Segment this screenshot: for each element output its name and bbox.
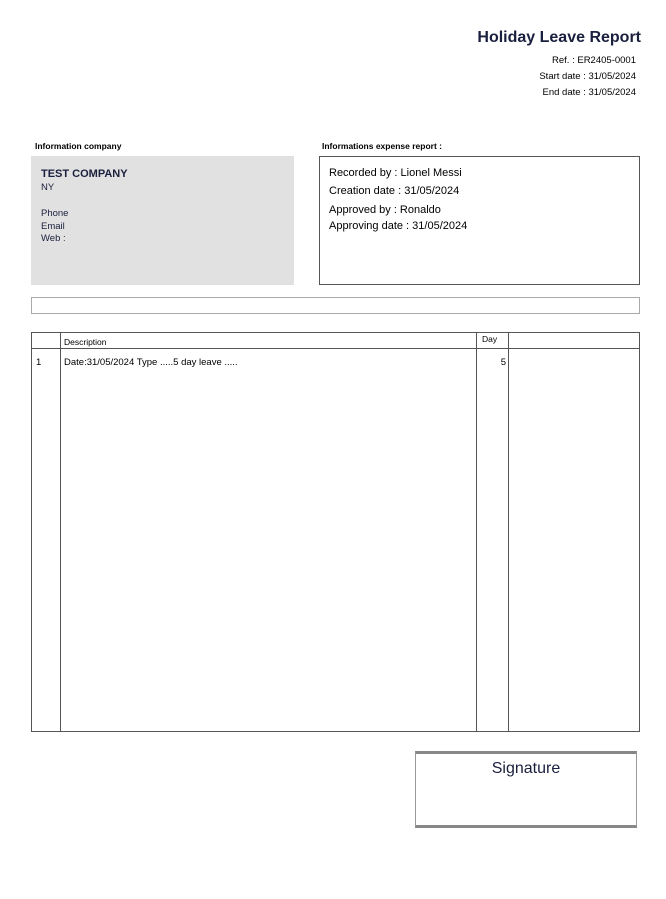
page-title: Holiday Leave Report xyxy=(477,29,641,46)
company-name: TEST COMPANY xyxy=(41,168,128,180)
signature-box xyxy=(415,751,637,828)
recorded-by: Recorded by : Lionel Messi xyxy=(329,167,462,179)
table-divider xyxy=(476,333,477,731)
company-web-label: Web : xyxy=(41,233,66,244)
report-info-box xyxy=(319,156,640,285)
company-section-label: Information company xyxy=(35,141,122,151)
table-divider xyxy=(508,333,509,731)
table-header-divider xyxy=(32,348,639,349)
row-number: 1 xyxy=(36,357,42,368)
row-day: 5 xyxy=(500,357,506,368)
end-date: End date : 31/05/2024 xyxy=(542,87,636,98)
creation-date: Creation date : 31/05/2024 xyxy=(329,185,460,197)
report-section-label: Informations expense report : xyxy=(322,141,442,151)
company-email-label: Email xyxy=(41,221,65,232)
line-items-table xyxy=(31,332,640,732)
ref-number: Ref. : ER2405-0001 xyxy=(552,55,636,66)
signature-label: Signature xyxy=(491,760,561,777)
approved-by: Approved by : Ronaldo xyxy=(329,204,441,216)
column-header-day: Day xyxy=(482,334,498,344)
company-info-box xyxy=(31,156,294,285)
column-header-description: Description xyxy=(64,337,107,347)
company-city: NY xyxy=(41,182,55,193)
start-date: Start date : 31/05/2024 xyxy=(539,71,636,82)
row-description: Date:31/05/2024 Type .....5 day leave ..... xyxy=(64,357,238,368)
note-box xyxy=(31,297,640,314)
company-phone-label: Phone xyxy=(41,208,69,219)
table-divider xyxy=(60,333,61,731)
approving-date: Approving date : 31/05/2024 xyxy=(329,220,468,232)
